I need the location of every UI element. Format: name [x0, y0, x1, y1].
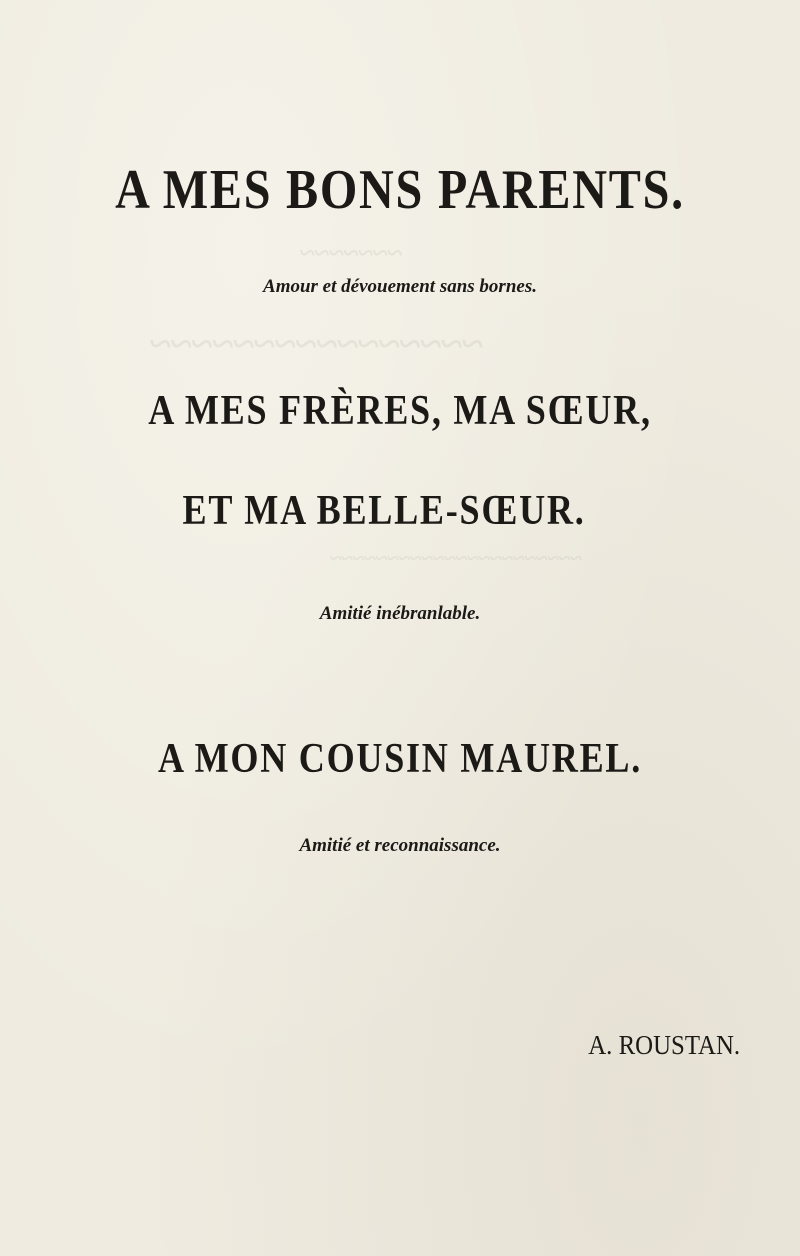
author-signature: A. ROUSTAN.: [588, 1030, 740, 1060]
show-through-text: ~~~~~~~~~~~~~~~~~~~~~~: [330, 545, 582, 570]
dedication-heading-cousin: A MON COUSIN MAUREL.: [158, 736, 642, 782]
show-through-text: ~~~~~~~~~~~~~~~~: [150, 321, 483, 366]
dedication-motto-parents: Amour et dévouement sans bornes.: [263, 276, 537, 297]
dedication-heading-siblings-line1: A MES FRÈRES, MA SŒUR,: [148, 388, 652, 434]
dedication-heading-siblings-line2: ET MA BELLE-SŒUR.: [182, 488, 586, 534]
dedication-motto-siblings: Amitié inébranlable.: [319, 603, 481, 624]
dedication-motto-cousin: Amitié et reconnaissance.: [299, 835, 501, 856]
show-through-text: ~~~~~~~: [300, 238, 402, 269]
dedication-heading-parents: A MES BONS PARENTS.: [115, 159, 685, 221]
